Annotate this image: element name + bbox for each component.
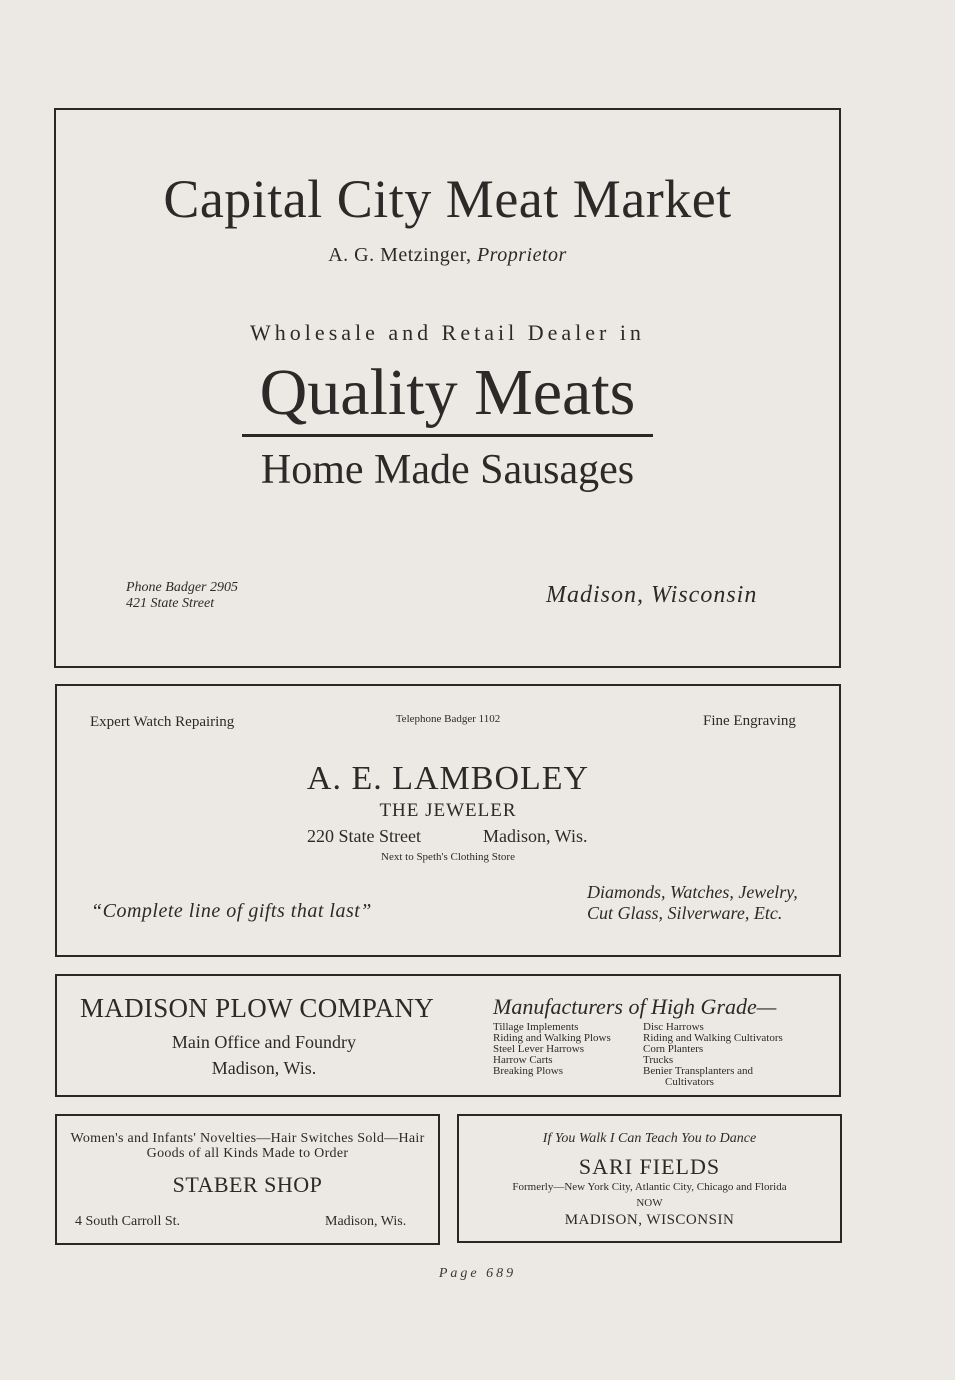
goods-line: Diamonds, Watches, Jewelry, xyxy=(587,882,798,902)
product-item: Breaking Plows xyxy=(493,1065,563,1077)
dealer-line: Wholesale and Retail Dealer in xyxy=(250,320,645,345)
products-column-2 xyxy=(643,1022,783,1088)
formerly-line: Formerly—New York City, Atlantic City, Chicago and Florida xyxy=(512,1181,787,1193)
product-item: Steel Lever Harrows xyxy=(493,1043,585,1055)
product-item: Tillage Implements xyxy=(493,1021,579,1033)
product-item: Corn Planters xyxy=(643,1043,704,1055)
product-item: Riding and Walking Plows xyxy=(493,1032,611,1044)
slogan: “Complete line of gifts that last” xyxy=(91,900,372,922)
company-name: MADISON PLOW COMPANY xyxy=(80,993,435,1023)
headline: Quality Meats xyxy=(259,356,636,429)
proprietor-line xyxy=(56,244,839,267)
city: Madison, Wis. xyxy=(325,1214,407,1229)
telephone: Telephone Badger 1102 xyxy=(395,713,501,725)
products-column-1 xyxy=(493,1022,611,1077)
product-item: Cultivators xyxy=(665,1076,714,1088)
ad-title: Capital City Meat Market xyxy=(163,169,732,229)
divider-rule xyxy=(242,434,653,437)
product-item: Benier Transplanters and xyxy=(643,1065,753,1077)
city: Madison, Wis. xyxy=(483,826,588,846)
teacher-name: SARI FIELDS xyxy=(578,1154,721,1179)
office: Main Office and Foundry xyxy=(171,1032,357,1052)
city: MADISON, WISCONSIN xyxy=(564,1212,735,1228)
product-item: Trucks xyxy=(643,1054,674,1066)
address: 421 State Street xyxy=(126,596,215,611)
city: Madison, Wisconsin xyxy=(546,582,758,608)
page-number: Page 689 xyxy=(438,1266,517,1281)
city: Madison, Wis. xyxy=(211,1058,317,1078)
manufacturers-heading: Manufacturers of High Grade— xyxy=(493,994,777,1019)
right-service: Fine Engraving xyxy=(703,713,796,729)
meat-market-ad xyxy=(54,108,841,668)
dance-ad xyxy=(457,1114,842,1243)
tagline: If You Walk I Can Teach You to Dance xyxy=(542,1131,757,1146)
jeweler-subtitle: THE JEWELER xyxy=(379,800,517,821)
left-service: Expert Watch Repairing xyxy=(90,714,235,730)
location-note: Next to Speth's Clothing Store xyxy=(381,851,515,863)
product-item: Disc Harrows xyxy=(643,1021,704,1033)
goods-list xyxy=(587,882,798,924)
goods-line: Cut Glass, Silverware, Etc. xyxy=(587,903,783,923)
contact-block xyxy=(126,580,238,612)
staber-shop-ad xyxy=(55,1114,440,1245)
subheadline: Home Made Sausages xyxy=(260,447,635,493)
phone: Phone Badger 2905 xyxy=(126,580,238,595)
proprietor-role: Proprietor xyxy=(476,244,567,266)
product-item: Harrow Carts xyxy=(493,1054,553,1066)
shop-name: STABER SHOP xyxy=(172,1172,323,1197)
now-label: NOW xyxy=(636,1197,663,1209)
proprietor-name: A. G. Metzinger, xyxy=(328,244,472,266)
product-item: Riding and Walking Cultivators xyxy=(643,1032,783,1044)
jeweler-ad xyxy=(55,684,841,957)
street: 220 State Street xyxy=(307,826,421,846)
plow-company-ad xyxy=(55,974,841,1097)
novelties-text: Women's and Infants' Novelties—Hair Switches Sold—Hair Goods of all Kinds Made to Order xyxy=(70,1131,425,1161)
jeweler-name: A. E. LAMBOLEY xyxy=(306,760,590,797)
street: 4 South Carroll St. xyxy=(75,1214,181,1229)
